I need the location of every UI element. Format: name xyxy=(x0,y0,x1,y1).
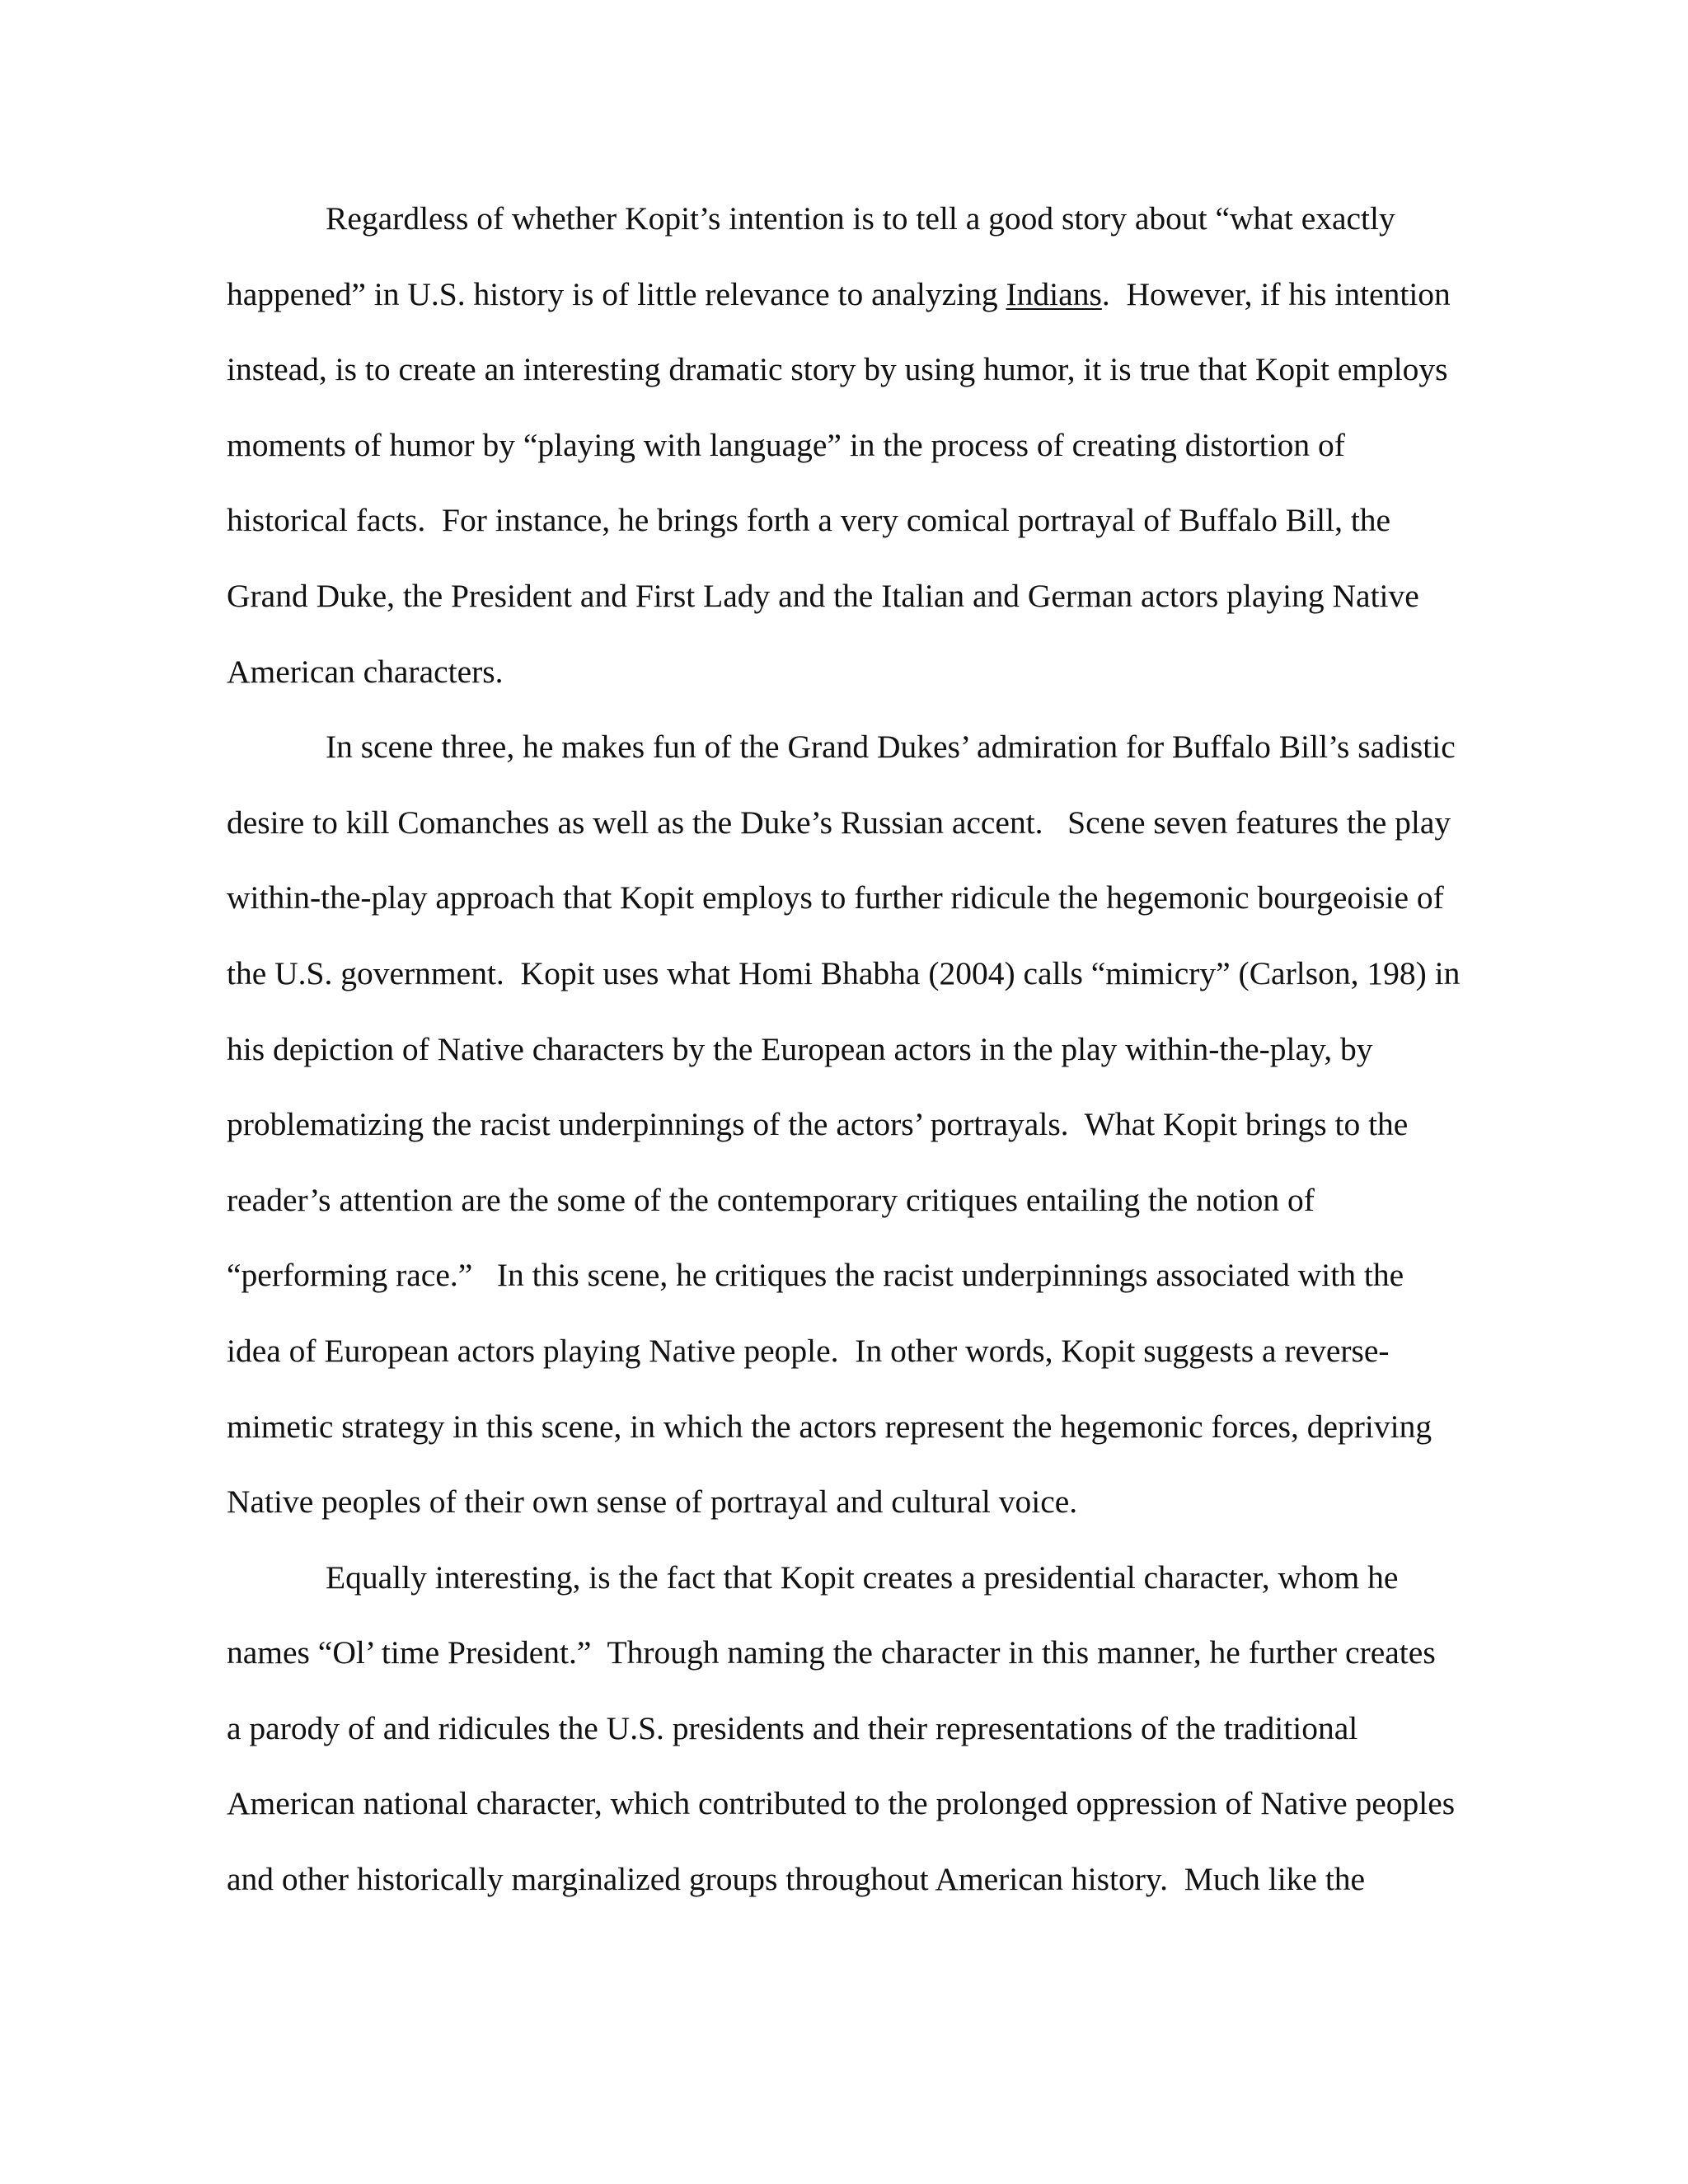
paragraph-2-line-5: his depiction of Native characters by the European actors in the play within-the-play, by xyxy=(227,1030,1373,1067)
paragraph-1-line-4: moments of humor by “playing with language” in the process of creating distortion of xyxy=(227,426,1345,463)
paragraph-2-line-8: “performing race.” In this scene, he critiques the racist underpinnings associated with the xyxy=(227,1257,1404,1294)
paragraph-3-line-4: American national character, which contributed to the prolonged oppression of Native peoples xyxy=(227,1785,1456,1822)
paragraph-2-line-2: desire to kill Comanches as well as the Duke’s Russian accent. Scene seven features the play xyxy=(227,804,1451,841)
paragraph-1-line-7: American characters. xyxy=(227,653,504,690)
play-title-indians: Indians xyxy=(1006,275,1102,312)
paragraph-2-line-3: within-the-play approach that Kopit employs to further ridicule the hegemonic bourgeoisie of xyxy=(227,879,1444,916)
paragraph-1-line-1: Regardless of whether Kopit’s intention is to tell a good story about “what exactly xyxy=(326,200,1395,237)
paragraph-1-line-5: historical facts. For instance, he brings forth a very comical portrayal of Buffalo Bill, the xyxy=(227,502,1391,539)
paragraph-3-line-3: a parody of and ridicules the U.S. presidents and their representations of the traditional xyxy=(227,1709,1358,1746)
paragraph-2-line-1: In scene three, he makes fun of the Grand Dukes’ admiration for Buffalo Bill’s sadistic xyxy=(326,729,1456,766)
line-text: . However, if his intention xyxy=(1101,275,1451,312)
body-text xyxy=(227,194,1463,1930)
line-text: happened” in U.S. history is of little relevance to analyzing xyxy=(227,275,1006,312)
paragraph-2-line-7: reader’s attention are the some of the contemporary critiques entailing the notion of xyxy=(227,1181,1315,1218)
paragraph-2-line-10: mimetic strategy in this scene, in which the actors represent the hegemonic forces, depriving xyxy=(227,1408,1432,1445)
paragraph-2-line-11: Native peoples of their own sense of portrayal and cultural voice. xyxy=(227,1483,1078,1521)
paragraph-2-line-6: problematizing the racist underpinnings of the actors’ portrayals. What Kopit brings to the xyxy=(227,1106,1409,1143)
paragraph-2-line-9: idea of European actors playing Native people. In other words, Kopit suggests a reverse- xyxy=(227,1332,1390,1369)
paragraph-3-line-1: Equally interesting, is the fact that Kopit creates a presidential character, whom he xyxy=(326,1558,1399,1596)
paragraph-1-line-2 xyxy=(227,269,1463,345)
paragraph-3-line-2: names “Ol’ time President.” Through naming the character in this manner, he further creates xyxy=(227,1634,1436,1671)
paragraph-1-line-6: Grand Duke, the President and First Lady and the Italian and German actors playing Native xyxy=(227,577,1419,614)
paragraph-3-line-5: and other historically marginalized groups throughout American history. Much like the xyxy=(227,1861,1366,1898)
paragraph-2-line-4: the U.S. government. Kopit uses what Homi Bhabha (2004) calls “mimicry” (Carlson, 198) in xyxy=(227,954,1461,991)
paragraph-1-line-3: instead, is to create an interesting dramatic story by using humor, it is true that Kopit employs xyxy=(227,351,1448,388)
